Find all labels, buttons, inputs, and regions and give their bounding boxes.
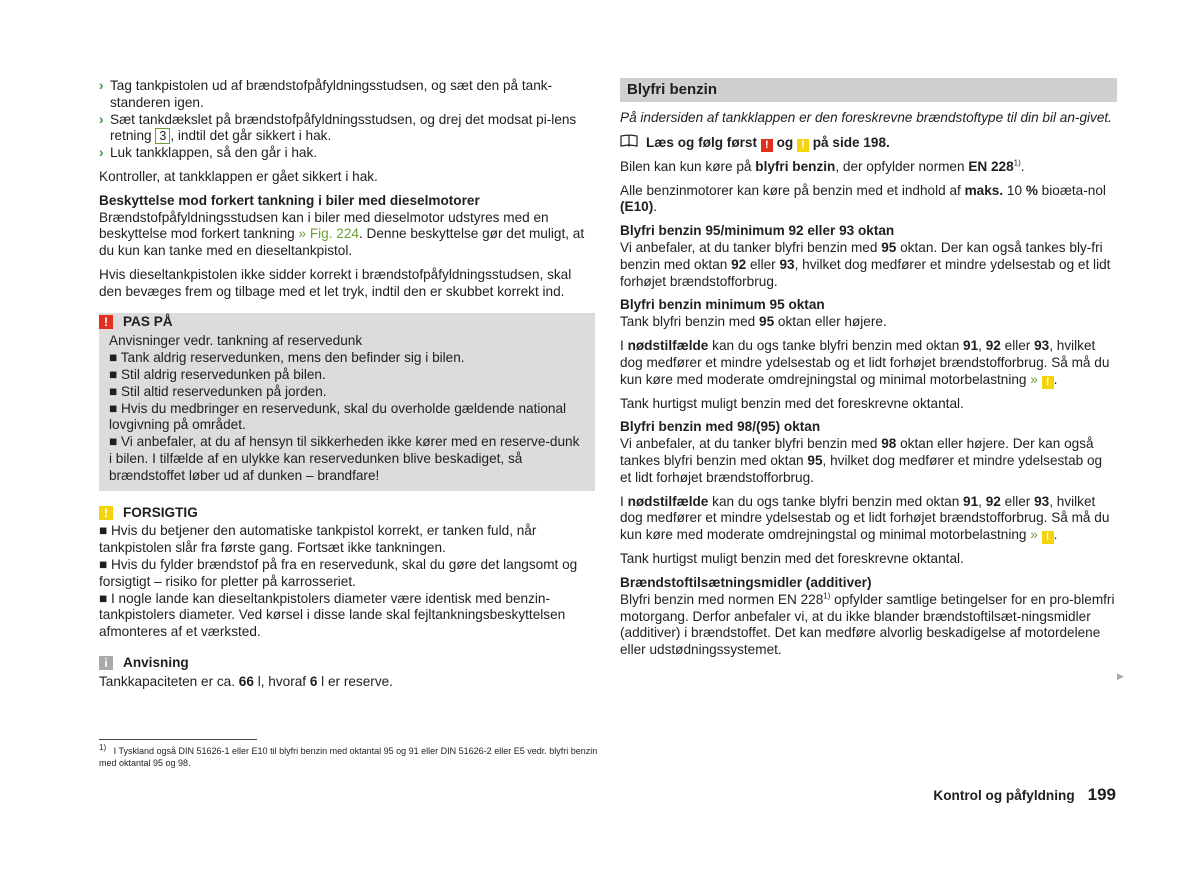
warning-icon: ! xyxy=(761,139,773,152)
right-column xyxy=(620,78,1117,659)
caution-icon: ! xyxy=(99,506,113,520)
chevron-right-icon: › xyxy=(99,111,104,127)
paragraph: I nødstilfælde kan du ogs tanke blyfri benzin med oktan 91, 92 eller 93, hvilket dog medfører et mindre ydelsestab og et lidt forhøjet brændstofforbrug. Så må du kun køre med moderate omdrejningstal og minimal motorbelastning » ! . xyxy=(620,493,1110,544)
figure-callout-number: 3 xyxy=(155,128,170,144)
caution-link[interactable]: » xyxy=(1030,527,1038,543)
list-item: › Tag tankpistolen ud af brændstofpåfyldningsstudsen, og sæt den på tank-standeren igen. xyxy=(99,78,553,110)
diesel-heading: Beskyttelse mod forkert tankning i biler med dieselmotorer xyxy=(99,192,480,208)
paragraph: Tank hurtigst muligt benzin med det foreskrevne oktantal. xyxy=(620,551,964,567)
anvisning-text: Tankkapaciteten er ca. 66 l, hvoraf 6 l er reserve. xyxy=(99,673,393,689)
continue-arrow-icon: ▶ xyxy=(1117,671,1124,681)
caution-icon: ! xyxy=(797,139,809,152)
book-icon xyxy=(620,134,638,152)
section-title: Blyfri benzin xyxy=(620,78,1117,102)
paragraph: Tank blyfri benzin med 95 oktan eller højere. xyxy=(620,314,887,330)
figure-link[interactable]: » Fig. 224 xyxy=(298,226,359,242)
forsigtig-header: ! FORSIGTIG xyxy=(99,505,595,522)
pas-pa-header: ! PAS PÅ xyxy=(99,314,585,331)
footnote-divider xyxy=(99,739,257,740)
diesel-paragraph: Brændstofpåfyldningsstudsen kan i biler med dieselmotor udstyres med en beskyttelse mod forkert tankning » Fig. 224. Denne beskyttelse gør det muligt, at du kun kan tanke med en dieseltankpistol. xyxy=(99,209,585,259)
diesel-paragraph-2: Hvis dieseltankpistolen ikke sidder korrekt i brændstofpåfyldningsstudsen, skal den bevæges frem og tilbage med et let tryk, indtil den er skubbet korrekt ind. xyxy=(99,266,572,299)
paragraph: Alle benzinmotorer kan køre på benzin med et indhold af maks. 10 % bioæta-nol (E10). xyxy=(620,182,1106,215)
forsigtig-body: ■ Hvis du betjener den automatiske tankpistol korrekt, er tanken fuld, når tankpistolen slår fra første gang. Fortsæt ikke tankningen. ■ Hvis du fylder brændstof på fra en reservedunk, skal du gøre det langsomt og forsigtigt – risiko for pletter på karrosseriet. ■ I nogle lande kan dieseltankpistolers diameter være identisk med benzin-tankpistolers diameter. Ved kørsel i disse lande skal fejltankningsbeskyttelsen afmonteres af et værksted. xyxy=(99,523,578,640)
caution-icon: ! xyxy=(1042,531,1054,544)
footnote: $^{1)}$ I Tyskland også DIN 51626-1 eller E10 til blyfri benzin med oktantal 95 og 91 eller DIN 51626-2 eller E5 vedr. blyfri benzin med oktantal 95 og 98. xyxy=(99,743,598,768)
anvisning-header: i Anvisning xyxy=(99,655,595,672)
warning-icon: ! xyxy=(99,315,113,329)
info-icon: i xyxy=(99,656,113,670)
paragraph: I nødstilfælde kan du ogs tanke blyfri benzin med oktan 91, 92 eller 93, hvilket dog medfører et mindre ydelsestab og et lidt forhøjet brændstofforbrug. Så må du kun køre med moderate omdrejningstal og minimal motorbelastning » ! . xyxy=(620,337,1110,388)
heading-95: Blyfri benzin 95/minimum 92 eller 93 oktan xyxy=(620,223,895,239)
check-text: Kontroller, at tankklappen er gået sikkert i hak. xyxy=(99,168,378,184)
pas-pa-box xyxy=(99,313,595,491)
chevron-right-icon: › xyxy=(99,78,104,93)
paragraph: Vi anbefaler, at du tanker blyfri benzin med 95 oktan. Der kan også tankes bly-fri benzin med oktan 92 eller 93, hvilket dog medfører et mindre ydelsestab og et lidt forhøjet brændstofforbrug. xyxy=(620,239,1111,289)
pas-pa-body: Anvisninger vedr. tankning af reservedunk ■ Tank aldrig reservedunken, mens den befinder sig i bilen. ■ Stil aldrig reservedunken på bilen. ■ Stil altid reservedunken på jorden. ■ Hvis du medbringer en reservedunk, skal du overholde gældende national lovgivning på området. ■ Vi anbefaler, at du af hensyn til sikkerheden ikke kører med en reserve-dunk i bilen. I tilfælde af en ulykke kan reservedunken blive beskadiget, så brændstoffet løber ud af dunken – brandfare! xyxy=(109,333,580,483)
page-number: 199 xyxy=(1087,785,1116,804)
page-footer xyxy=(933,787,1116,805)
heading-additives: Brændstoftilsætningsmidler (additiver) xyxy=(620,574,872,590)
paragraph: Vi anbefaler, at du tanker blyfri benzin med 98 oktan eller højere. Der kan også tankes blyfri benzin med oktan 95, hvilket dog medfører et mindre ydelsestab og et lidt forhøjet brændstofforbrug. xyxy=(620,436,1103,485)
paragraph: Bilen kan kun køre på blyfri benzin, der opfylder normen EN 228$^{1)}$. xyxy=(620,158,1025,174)
list-item: › Luk tankklappen, så den går i hak. xyxy=(99,145,318,161)
chevron-right-icon: › xyxy=(99,145,104,161)
heading-min95: Blyfri benzin minimum 95 oktan xyxy=(620,297,825,313)
paragraph: Blyfri benzin med normen EN 228$^{1)}$ opfylder samtlige betingelser for en pro-blemfri motorgang. Derfor anbefaler vi, at du ikke blander brændstoftilsæt-ningsmidler (additiver) i brændstoffet. Det kan medføre alvorlig beskadigelse af motordelene eller udstødningssystemet. xyxy=(620,591,1115,658)
caution-icon: ! xyxy=(1042,376,1054,389)
paragraph: Tank hurtigst muligt benzin med det foreskrevne oktantal. xyxy=(620,395,964,411)
left-column xyxy=(99,78,595,691)
list-item: › Sæt tankdækslet på brændstofpåfyldningsstudsen, og drej det modsat pi-lens retning 3 , indtil det går sikkert i hak. xyxy=(99,111,577,144)
footer-section-title: Kontrol og påfyldning xyxy=(933,788,1075,803)
caution-link[interactable]: » xyxy=(1030,371,1038,387)
intro-text: På indersiden af tankklappen er den foreskrevne brændstoftype til din bil an-givet. xyxy=(620,110,1112,125)
read-first-line: Læs og følg først ! og ! på side 198. xyxy=(620,134,1117,152)
heading-98: Blyfri benzin med 98/(95) oktan xyxy=(620,419,821,435)
